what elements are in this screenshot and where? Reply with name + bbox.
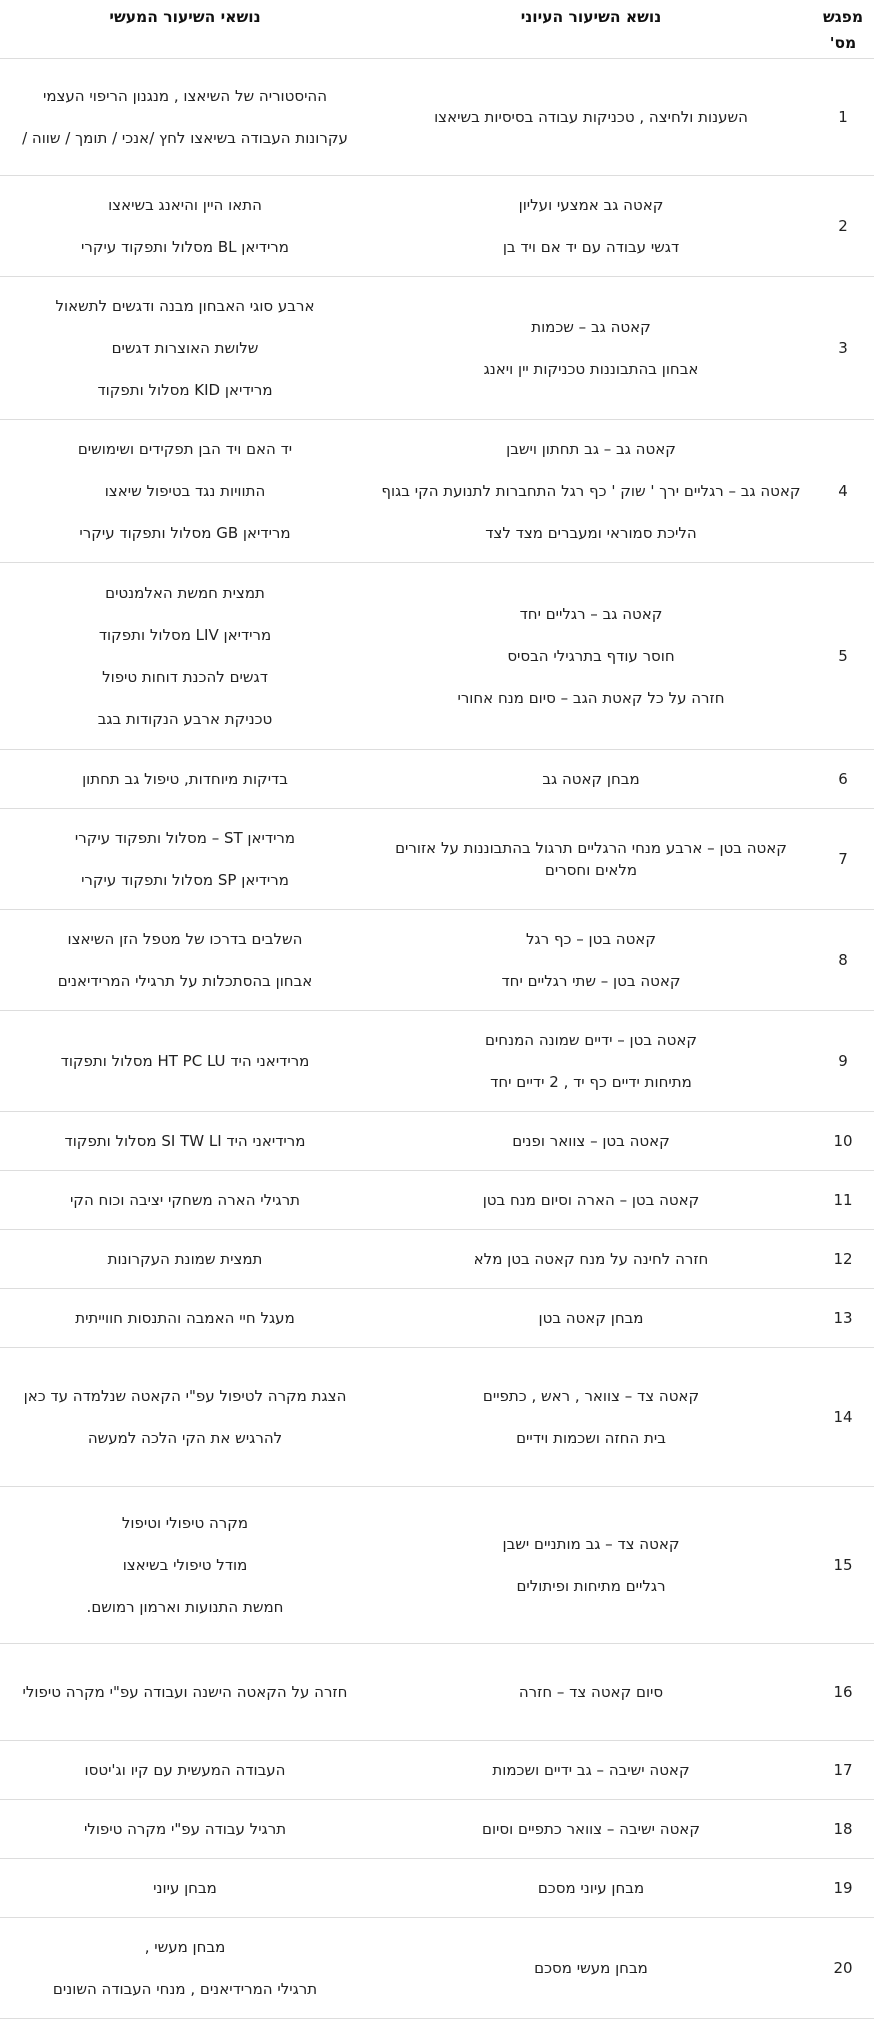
table-row xyxy=(0,910,874,1011)
practice-topic-line: מודל טיפולי בשיאצו xyxy=(122,1556,248,1574)
theory-topic-cell xyxy=(370,420,812,563)
table-row xyxy=(0,176,874,277)
table-row xyxy=(0,1918,874,2019)
table-row xyxy=(0,1348,874,1487)
table-body xyxy=(0,59,874,2019)
table-row xyxy=(0,1230,874,1289)
header-theory-topic: נושא השיעור העיוני xyxy=(370,0,812,59)
session-number: 11 xyxy=(812,1171,874,1230)
table-row xyxy=(0,1644,874,1741)
table-row xyxy=(0,1741,874,1800)
session-number: 12 xyxy=(812,1230,874,1289)
theory-topic-cell xyxy=(370,809,812,910)
practice-topic-line: הצגת מקרה לטיפול עפ"י הקאטה שנלמדה עד כאן xyxy=(23,1387,347,1405)
practice-topic-line: שלושת האוצרות דגשים xyxy=(111,339,259,357)
theory-topic-cell xyxy=(370,1918,812,2019)
theory-topic-cell xyxy=(370,1348,812,1487)
practice-topic-line: מבחן מעשי , xyxy=(144,1938,226,1956)
practice-topic-cell xyxy=(0,1230,370,1289)
theory-topic-line: קאטה גב – שכמות xyxy=(531,318,651,336)
practice-topic-line: התאו היין והיאנג בשיאצו xyxy=(108,196,262,214)
session-number: 7 xyxy=(812,809,874,910)
session-number: 18 xyxy=(812,1800,874,1859)
theory-topic-line: מבחן מעשי מסכם xyxy=(534,1959,648,1977)
theory-topic-line: רגליים מתיחות ופיתולים xyxy=(516,1577,666,1595)
practice-topic-cell xyxy=(0,809,370,910)
practice-topic-line: אבחון בהסתכלות על תרגילי המרידיאנים xyxy=(57,972,313,990)
theory-topic-line: השענות ולחיצה , טכניקות עבודה בסיסיות בשיאצו xyxy=(434,108,748,126)
practice-topic-line: מרידיאן KID מסלול ותפקוד xyxy=(97,381,273,399)
table-row xyxy=(0,809,874,910)
theory-topic-cell xyxy=(370,1289,812,1348)
theory-topic-line: קאטה צד – גב מותניים ישבן xyxy=(502,1535,680,1553)
table-header-row xyxy=(0,0,874,59)
session-number: 17 xyxy=(812,1741,874,1800)
practice-topic-line: העבודה המעשית עם קיו וג'יטסו xyxy=(84,1761,286,1779)
theory-topic-line: הליכת סמוראי ומעברים מצד לצד xyxy=(485,524,697,542)
practice-topic-cell xyxy=(0,1112,370,1171)
practice-topic-line: מבחן עיוני xyxy=(153,1879,217,1897)
practice-topic-cell xyxy=(0,1859,370,1918)
theory-topic-cell xyxy=(370,59,812,176)
theory-topic-line: חזרה לחינה על מנח קאטה בטן מלא xyxy=(473,1250,709,1268)
theory-topic-line: קאטה גב אמצעי ועליון xyxy=(518,196,664,214)
theory-topic-line: קאטה בטן – ארבע מנחי הרגליים תרגול בהתבוננות על אזורים מלאים וחסרים xyxy=(395,839,787,879)
practice-topic-cell xyxy=(0,1348,370,1487)
practice-topic-line: חזרה על הקאטה הישנה ועבודה עפ"י מקרה טיפולי xyxy=(22,1683,348,1701)
practice-topic-cell xyxy=(0,1644,370,1741)
practice-topic-cell xyxy=(0,1487,370,1644)
practice-topic-line: מרידיאני היד SI TW LI מסלול ותפקוד xyxy=(64,1132,306,1150)
practice-topic-cell xyxy=(0,176,370,277)
practice-topic-cell xyxy=(0,563,370,750)
practice-topic-cell xyxy=(0,59,370,176)
practice-topic-line: תרגילי הארה משחקי יציבה וכוח הקי xyxy=(69,1191,301,1209)
theory-topic-line: קאטה בטן – צוואר ופנים xyxy=(512,1132,670,1150)
session-number: 5 xyxy=(812,563,874,750)
practice-topic-line: יד האם ויד הבן תפקידים ושימושים xyxy=(77,440,293,458)
table-row xyxy=(0,59,874,176)
theory-topic-line: סיום קאטה צד – חזרה xyxy=(518,1683,664,1701)
theory-topic-cell xyxy=(370,1112,812,1171)
practice-topic-line: השלבים בדרכו של מטפל הזן השיאצו xyxy=(67,930,303,948)
practice-topic-line: דגשים להכנת דוחות טיפול xyxy=(102,668,268,686)
practice-topic-cell xyxy=(0,1918,370,2019)
session-number: 4 xyxy=(812,420,874,563)
session-number: 15 xyxy=(812,1487,874,1644)
theory-topic-cell xyxy=(370,1800,812,1859)
practice-topic-line: מרידיאן GB מסלול ותפקוד עיקרי xyxy=(79,524,291,542)
theory-topic-cell xyxy=(370,277,812,420)
practice-topic-line: תרגיל עבודה עפ"י מקרה טיפולי xyxy=(83,1820,287,1838)
theory-topic-cell xyxy=(370,910,812,1011)
practice-topic-line: בדיקות מיוחדות, טיפול גב תחתון xyxy=(82,770,288,788)
session-number: 1 xyxy=(812,59,874,176)
session-number: 3 xyxy=(812,277,874,420)
theory-topic-line: קאטה גב – גב תחתון וישבן xyxy=(506,440,676,458)
theory-topic-line: קאטה בטן – כף רגל xyxy=(526,930,656,948)
theory-topic-cell xyxy=(370,1487,812,1644)
theory-topic-line: אבחון בהתבוננות טכניקות יין ויאנג xyxy=(483,360,699,378)
theory-topic-cell xyxy=(370,750,812,809)
table-row xyxy=(0,1011,874,1112)
table-row xyxy=(0,420,874,563)
practice-topic-cell xyxy=(0,1171,370,1230)
practice-topic-line: מרידיאני היד HT PC LU מסלול ותפקוד xyxy=(60,1052,310,1070)
theory-topic-cell xyxy=(370,1741,812,1800)
practice-topic-cell xyxy=(0,910,370,1011)
practice-topic-line: עקרונות העבודה בשיאצו לחץ /אנכי / תומך / שווה / xyxy=(22,129,348,147)
practice-topic-line: מקרה טיפולי וטיפול xyxy=(121,1514,249,1532)
practice-topic-cell xyxy=(0,1800,370,1859)
table-row xyxy=(0,563,874,750)
table-row xyxy=(0,750,874,809)
theory-topic-cell xyxy=(370,563,812,750)
session-number: 16 xyxy=(812,1644,874,1741)
theory-topic-line: קאטה בטן – ידיים שמונה המנחים xyxy=(484,1031,698,1049)
theory-topic-line: חזרה על כל קאטת הגב – סיום מנח אחורי xyxy=(457,689,725,707)
table-row xyxy=(0,1171,874,1230)
practice-topic-line: תמצית חמשת האלמנטים xyxy=(105,584,265,602)
theory-topic-line: בית החזה ושכמות וידיים xyxy=(516,1429,666,1447)
practice-topic-cell xyxy=(0,420,370,563)
practice-topic-line: מעגל חיי האמבה והתנסות חווייתית xyxy=(75,1309,295,1327)
session-number: 6 xyxy=(812,750,874,809)
table-row xyxy=(0,1859,874,1918)
theory-topic-cell xyxy=(370,1011,812,1112)
table-row xyxy=(0,1289,874,1348)
practice-topic-cell xyxy=(0,277,370,420)
theory-topic-line: קאטה בטן – שתי רגליים יחד xyxy=(501,972,681,990)
session-number: 19 xyxy=(812,1859,874,1918)
session-number: 20 xyxy=(812,1918,874,2019)
session-number: 9 xyxy=(812,1011,874,1112)
theory-topic-cell xyxy=(370,1230,812,1289)
session-number: 8 xyxy=(812,910,874,1011)
practice-topic-line: התוויות נגד בטיפול שיאצו xyxy=(104,482,266,500)
theory-topic-line: מתיחות ידיים כף יד , 2 ידיים יחד xyxy=(490,1073,692,1091)
practice-topic-line: מרידיאן LIV מסלול ותפקוד xyxy=(98,626,272,644)
theory-topic-line: קאטה גב – רגליים יחד xyxy=(519,605,663,623)
theory-topic-line: דגשי עבודה עם יד אם ויד בן xyxy=(502,238,680,256)
session-number: 14 xyxy=(812,1348,874,1487)
practice-topic-line: להרגיש את הקי הלכה למעשה xyxy=(87,1429,283,1447)
session-number: 2 xyxy=(812,176,874,277)
practice-topic-line: מרידיאן BL מסלול ותפקוד עיקרי xyxy=(81,238,289,256)
table-row xyxy=(0,1800,874,1859)
theory-topic-line: קאטה בטן – הארה וסיום מנח בטן xyxy=(482,1191,700,1209)
header-practice-topics: נושאי השיעור המעשי xyxy=(0,0,370,59)
practice-topic-line: חמשת התנועות וארמון רמושם. xyxy=(86,1598,284,1616)
table-row xyxy=(0,1487,874,1644)
theory-topic-line: קאטה ישיבה – גב ידיים ושכמות xyxy=(492,1761,690,1779)
theory-topic-line: חוסר עודף בתרגילי הבסיס xyxy=(507,647,675,665)
practice-topic-cell xyxy=(0,750,370,809)
practice-topic-line: מרידיאן SP מסלול ותפקוד עיקרי xyxy=(81,871,289,889)
theory-topic-cell xyxy=(370,176,812,277)
practice-topic-cell xyxy=(0,1289,370,1348)
practice-topic-line: מרידיאן ST – מסלול ותפקוד עיקרי xyxy=(74,829,296,847)
theory-topic-cell xyxy=(370,1644,812,1741)
practice-topic-line: ארבע סוגי האבחון מבנה ודגשים לתשאול xyxy=(55,297,315,315)
practice-topic-cell xyxy=(0,1741,370,1800)
theory-topic-line: קאטה ישיבה – צוואר כתפיים וסיום xyxy=(482,1820,700,1838)
theory-topic-line: מבחן קאטה גב xyxy=(542,770,640,788)
theory-topic-cell xyxy=(370,1859,812,1918)
table-row xyxy=(0,277,874,420)
practice-topic-cell xyxy=(0,1011,370,1112)
practice-topic-line: תמצית שמונת העקרונות xyxy=(107,1250,263,1268)
header-session-number: מפגש מס' xyxy=(812,0,874,59)
theory-topic-line: קאטה צד – צוואר , ראש , כתפיים xyxy=(482,1387,700,1405)
theory-topic-line: קאטה גב – רגליים ירך ' שוק ' כף רגל התחברות לתנועת הקי בגוף xyxy=(381,482,801,500)
practice-topic-line: ההיסטוריה של השיאצו , מנגנון הריפוי העצמי xyxy=(42,87,328,105)
session-number: 13 xyxy=(812,1289,874,1348)
practice-topic-line: טכניקת ארבע הנקודות בגב xyxy=(97,710,273,728)
theory-topic-cell xyxy=(370,1171,812,1230)
theory-topic-line: מבחן קאטה בטן xyxy=(538,1309,644,1327)
practice-topic-line: תרגילי המרידיאנים , מנחי העבודה השונים xyxy=(52,1980,318,1998)
session-number: 10 xyxy=(812,1112,874,1171)
theory-topic-line: מבחן עיוני מסכם xyxy=(537,1879,645,1897)
table-row xyxy=(0,1112,874,1171)
